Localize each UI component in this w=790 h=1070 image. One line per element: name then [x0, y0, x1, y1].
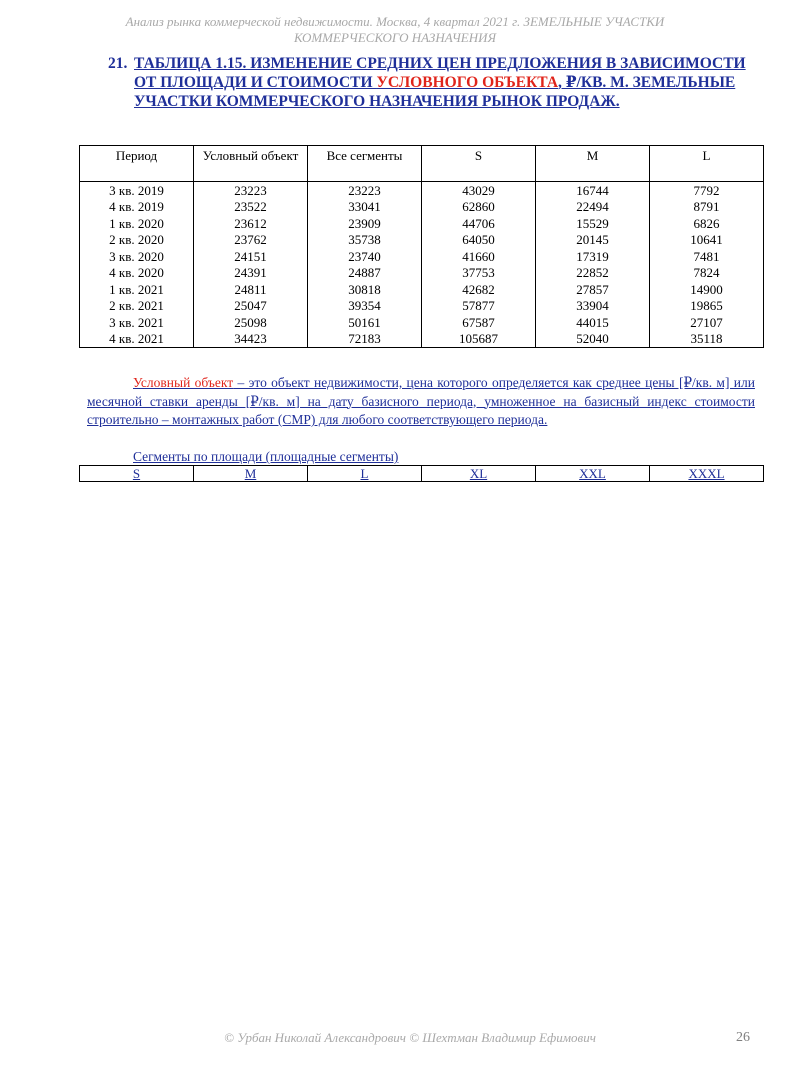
- table-cell: 14900: [650, 281, 764, 298]
- table-row: [80, 298, 764, 315]
- table-cell: 72183: [308, 331, 422, 348]
- table-cell: 7481: [650, 248, 764, 265]
- table-cell: 4 кв. 2019: [80, 199, 194, 216]
- segment-xl: XL: [422, 466, 536, 482]
- table-cell: 4 кв. 2021: [80, 331, 194, 348]
- col-header-l: L: [650, 146, 764, 182]
- table-cell: 62860: [422, 199, 536, 216]
- table-cell: 1 кв. 2020: [80, 215, 194, 232]
- definition-term: Условный объект: [133, 375, 234, 390]
- table-cell: 44015: [536, 314, 650, 331]
- col-header-period: Период: [80, 146, 194, 182]
- table-row: [80, 199, 764, 216]
- table-cell: 22494: [536, 199, 650, 216]
- table-cell: 67587: [422, 314, 536, 331]
- segment-m: M: [194, 466, 308, 482]
- table-row: [80, 265, 764, 282]
- table-cell: 3 кв. 2019: [80, 182, 194, 199]
- table-cell: 23909: [308, 215, 422, 232]
- segment-xxxl: XXXL: [650, 466, 764, 482]
- table-cell: 22852: [536, 265, 650, 282]
- table-cell: 23612: [194, 215, 308, 232]
- table-cell: 35738: [308, 232, 422, 249]
- table-cell: 19865: [650, 298, 764, 315]
- running-header-line-2: КОММЕРЧЕСКОГО НАЗНАЧЕНИЯ: [293, 30, 497, 45]
- table-row: [80, 232, 764, 249]
- table-row: [80, 248, 764, 265]
- table-cell: 24391: [194, 265, 308, 282]
- definition-text: – это объект недвижимости, цена которого определяется как среднее цены [₽/кв. м] или месячной ставки аренды [₽/кв. м] на дату базисного периода, умноженное на базисный индекс стоимости строительно – монтажных работ (СМР) для любого соответствующего периода.: [87, 375, 755, 427]
- table-row: [80, 182, 764, 199]
- table-cell: 34423: [194, 331, 308, 348]
- table-cell: 7824: [650, 265, 764, 282]
- table-cell: 8791: [650, 199, 764, 216]
- table-cell: 20145: [536, 232, 650, 249]
- table-cell: 27857: [536, 281, 650, 298]
- table-cell: 17319: [536, 248, 650, 265]
- table-cell: 23223: [308, 182, 422, 199]
- segments-caption: Сегменты по площади (площадные сегменты): [133, 449, 399, 464]
- table-cell: 23223: [194, 182, 308, 199]
- table-cell: 41660: [422, 248, 536, 265]
- table-cell: 3 кв. 2020: [80, 248, 194, 265]
- table-cell: 23762: [194, 232, 308, 249]
- running-header: [60, 14, 730, 46]
- heading-number: 21.: [108, 55, 128, 72]
- table-cell: 25098: [194, 314, 308, 331]
- table-cell: 44706: [422, 215, 536, 232]
- table-cell: 24151: [194, 248, 308, 265]
- table-cell: 24887: [308, 265, 422, 282]
- segment-l: L: [308, 466, 422, 482]
- table-row: [80, 314, 764, 331]
- table-row: [80, 281, 764, 298]
- table-cell: 2 кв. 2021: [80, 298, 194, 315]
- col-header-conditional-object: Условный объект: [194, 146, 308, 182]
- table-cell: 50161: [308, 314, 422, 331]
- table-cell: 57877: [422, 298, 536, 315]
- table-cell: 105687: [422, 331, 536, 348]
- table-cell: 27107: [650, 314, 764, 331]
- col-header-s: S: [422, 146, 536, 182]
- heading-highlight: УСЛОВНОГО ОБЪЕКТА: [376, 74, 559, 91]
- table-cell: 43029: [422, 182, 536, 199]
- price-table: [79, 145, 764, 348]
- table-cell: 52040: [536, 331, 650, 348]
- table-row: [80, 331, 764, 348]
- table-cell: 25047: [194, 298, 308, 315]
- table-cell: 30818: [308, 281, 422, 298]
- col-header-all-segments: Все сегменты: [308, 146, 422, 182]
- table-cell: 42682: [422, 281, 536, 298]
- table-cell: 35118: [650, 331, 764, 348]
- table-cell: 15529: [536, 215, 650, 232]
- table-cell: 10641: [650, 232, 764, 249]
- table-cell: 23740: [308, 248, 422, 265]
- table-cell: 39354: [308, 298, 422, 315]
- table-cell: 64050: [422, 232, 536, 249]
- table-cell: 7792: [650, 182, 764, 199]
- running-header-line-1: Анализ рынка коммерческой недвижимости. Москва, 4 квартал 2021 г. ЗЕМЕЛЬНЫЕ УЧАСТКИ: [125, 14, 665, 29]
- table-cell: 37753: [422, 265, 536, 282]
- table-cell: 3 кв. 2021: [80, 314, 194, 331]
- table-cell: 33904: [536, 298, 650, 315]
- table-cell: 1 кв. 2021: [80, 281, 194, 298]
- table-row: [80, 215, 764, 232]
- col-header-m: M: [536, 146, 650, 182]
- table-heading: [108, 54, 763, 111]
- table-cell: 4 кв. 2020: [80, 265, 194, 282]
- footer-copyright: © Урбан Николай Александрович © Шехтман Владимир Ефимович: [224, 1030, 596, 1045]
- table-cell: 24811: [194, 281, 308, 298]
- definition-note: [87, 374, 755, 430]
- page-number: 26: [736, 1030, 750, 1045]
- table-cell: 2 кв. 2020: [80, 232, 194, 249]
- heading-text: [108, 54, 763, 111]
- heading-text-part-1: ТАБЛИЦА 1.15. ИЗМЕНЕНИЕ СРЕДНИХ ЦЕН ПРЕДЛОЖЕНИЯ В ЗАВИСИМОСТИ ОТ ПЛОЩАДИ И СТОИМОСТИ: [134, 55, 746, 91]
- segments-table: [79, 465, 764, 482]
- segment-xxl: XXL: [536, 466, 650, 482]
- table-cell: 6826: [650, 215, 764, 232]
- table-cell: 16744: [536, 182, 650, 199]
- segments-row: [80, 466, 764, 482]
- heading-text-part-2: , ₽/КВ. М. ЗЕМЕЛЬНЫЕ УЧАСТКИ КОММЕРЧЕСКОГО НАЗНАЧЕНИЯ РЫНОК ПРОДАЖ.: [134, 74, 736, 110]
- table-cell: 23522: [194, 199, 308, 216]
- segment-s: S: [80, 466, 194, 482]
- table-header-row: [80, 146, 764, 182]
- table-cell: 33041: [308, 199, 422, 216]
